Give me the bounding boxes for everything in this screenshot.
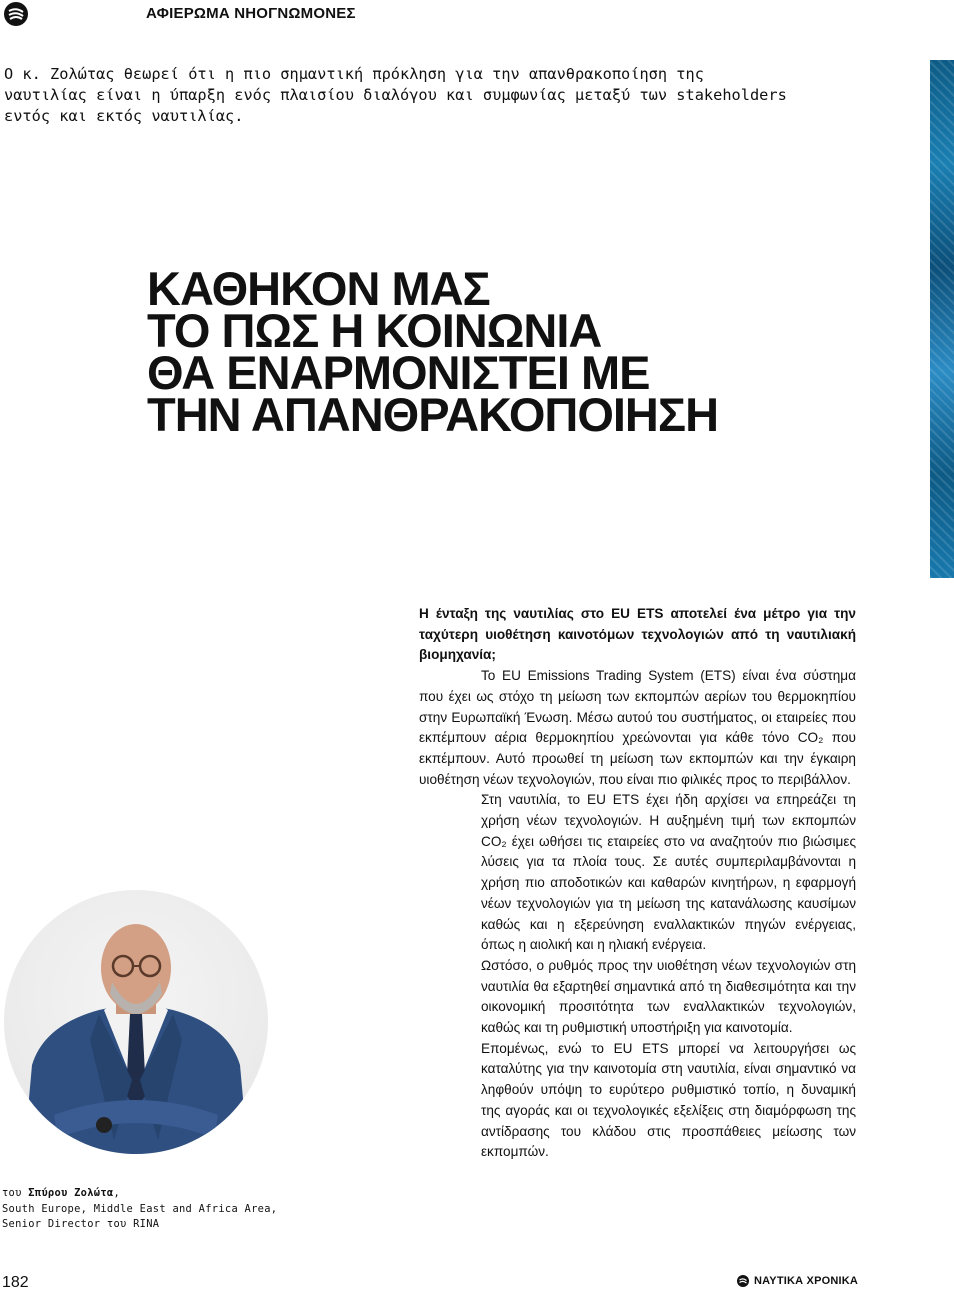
author-name: Σπύρου Ζολώτα [28, 1187, 114, 1199]
caption-line [2, 1186, 277, 1202]
caption-suffix: , [113, 1187, 121, 1199]
headline-line: ΤΟ ΠΩΣ Η ΚΟΙΝΩΝΙΑ [147, 304, 602, 357]
page-number: 182 [2, 1274, 29, 1291]
author-caption [2, 1186, 277, 1233]
answer-paragraph: Επομένως, ενώ το EU ETS μπορεί να λειτουργήσει ως καταλύτης για την καινοτομία στη ναυτιλία, είναι σημαντικό να ληφθούν υπόψη το ευρύτερο ρυθμιστικό τοπίο, η δυναμική της αγοράς και οι τεχνολογικές εξελίξεις στη διαμόρφωση της αντίδρασης του κλάδου στις προσπάθειες μείωσης των εκπομπών. [481, 1040, 856, 1160]
brand-logo-icon [737, 1275, 749, 1287]
lead-line: Ο κ. Ζολώτας θεωρεί ότι η πιο σημαντική πρόκληση για την απανθρακοποίηση της [4, 65, 704, 83]
publication-brand [737, 1275, 858, 1287]
lead-line: εντός και εκτός ναυτιλίας. [4, 107, 244, 125]
sea-photo-strip [930, 60, 954, 578]
answer-paragraph: Ωστόσο, ο ρυθμός προς την υιοθέτηση νέων τεχνολογιών στη ναυτιλία θα εξαρτηθεί σημαντικά από τη διαθεσιμότητα και την οικονομική προσιτότητα των εναλλακτικών τεχνολογιών, καθώς και τη ρυθμιστική υποστήριξη για καινοτομία. [481, 957, 856, 1036]
brand-name: ΝΑΥΤΙΚΑ ΧΡΟΝΙΚΑ [754, 1275, 859, 1287]
section-title: ΑΦΙΕΡΩΜΑ ΝΗΟΓΝΩΜΟΝΕΣ [146, 5, 356, 22]
headline-line: ΚΑΘΗΚΟΝ ΜΑΣ [147, 262, 490, 315]
author-portrait [4, 890, 268, 1154]
caption-prefix: του [2, 1187, 29, 1199]
answer-paragraph: Στη ναυτιλία, το EU ETS έχει ήδη αρχίσει να επηρεάζει τη χρήση νέων τεχνολογιών. Η αυξημένη τιμή των εκπομπών CO₂ έχει ωθήσει τις εταιρείες στο να αναζητούν πιο βιώσιμες λύσεις για τα πλοία τους. Σε αυτές συμπεριλαμβάνονται η χρήση πιο αποδοτικών και καθαρών κινητήρων, η εφαρμογή νέων τεχνολογιών για τη μείωση της κατανάλωσης καυσίμων καθώς και η εξερεύνηση εναλλακτικών πηγών ενέργειας, όπως η αιολική και η ηλιακή ενέργεια. [481, 792, 856, 953]
lead-paragraph [4, 64, 884, 127]
article-body [419, 604, 856, 1163]
lead-line: ναυτιλίας είναι η ύπαρξη ενός πλαισίου διαλόγου και συμφωνίας μεταξύ των stakeholders [4, 86, 787, 104]
magazine-logo-icon [4, 2, 28, 26]
article-headline [147, 262, 719, 441]
caption-line: Senior Director του RINA [2, 1218, 160, 1230]
answer-paragraph: Το EU Emissions Trading System (ETS) είναι ένα σύστημα που έχει ως στόχο τη μείωση των εκπομπών αερίων του θερμοκηπίου στην Ευρωπαϊκή Ένωση. Μέσω αυτού του συστήματος, οι εταιρείες που εκπέμπουν αέρια θερμοκηπίου χρεώνονται για κάθε τόνο CO₂ που εκπέμπουν. Αυτό προωθεί τη μείωση των εκπομπών και την έγκαιρη υιοθέτηση νέων τεχνολογιών, που είναι πιο φιλικές προς το περιβάλλον. [419, 668, 856, 787]
interview-question: Η ένταξη της ναυτιλίας στο EU ETS αποτελεί ένα μέτρο για την ταχύτερη υιοθέτηση καινοτόμων τεχνολογιών από τη ναυτιλιακή βιομηχανία; [419, 606, 856, 663]
headline-line: ΤΗΝ ΑΠΑΝΘΡΑΚΟΠΟΙΗΣΗ [147, 388, 719, 441]
headline-line: ΘΑ ΕΝΑΡΜΟΝΙΣΤΕΙ ΜΕ [147, 346, 650, 399]
caption-line: South Europe, Middle East and Africa Area, [2, 1202, 278, 1215]
